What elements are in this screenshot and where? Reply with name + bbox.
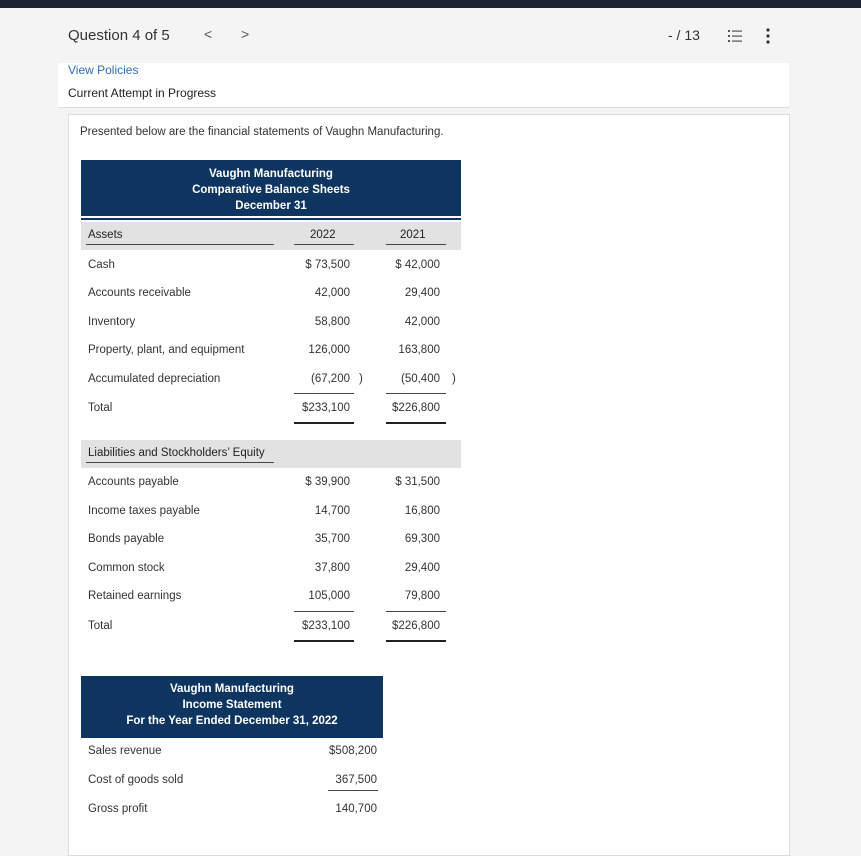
paren-2021: )	[452, 373, 456, 385]
liability-2022: 14,700	[314, 505, 350, 517]
liability-label: Accounts payable	[88, 476, 179, 488]
year-2021-header: 2021	[400, 229, 426, 241]
income-statement-company: Vaughn Manufacturing	[170, 683, 294, 695]
income-label: Sales revenue	[88, 745, 162, 757]
liability-2022: 37,800	[314, 562, 350, 574]
liabilities-header: Liabilities and Stockholders’ Equity	[88, 447, 265, 459]
asset-2022: (67,200	[310, 373, 350, 385]
year-2022-header: 2022	[310, 229, 336, 241]
liability-label: Income taxes payable	[88, 505, 200, 517]
liability-2021: 29,400	[404, 562, 440, 574]
asset-label: Inventory	[88, 316, 136, 328]
liability-2021: 69,300	[404, 533, 440, 545]
year-2021-underline	[386, 244, 446, 245]
income-statement-title: Income Statement	[182, 699, 282, 711]
total-double-underline	[386, 422, 446, 424]
asset-2022: 126,000	[308, 344, 350, 356]
score-display: - / 13	[668, 27, 700, 43]
assets-header-underline	[86, 244, 274, 245]
attempt-status: Current Attempt in Progress	[68, 86, 217, 100]
liability-2021: $ 31,500	[395, 476, 440, 488]
question-header	[0, 8, 861, 63]
more-options-icon[interactable]	[765, 28, 771, 44]
income-label: Cost of goods sold	[88, 774, 184, 786]
income-value: 140,700	[335, 803, 377, 815]
asset-total-label: Total	[88, 402, 113, 414]
total-double-underline	[294, 422, 354, 424]
assets-header: Assets	[88, 229, 123, 241]
previous-question-button[interactable]: <	[204, 26, 213, 42]
subtotal-underline	[386, 393, 446, 394]
balance-sheet-date: December 31	[235, 200, 307, 212]
liability-2022: 105,000	[308, 590, 350, 602]
balance-sheet-title: Comparative Balance Sheets	[192, 184, 350, 196]
subtotal-underline	[386, 611, 446, 612]
liability-total-2022: $233,100	[302, 620, 350, 632]
asset-2021: 29,400	[404, 287, 440, 299]
next-question-button[interactable]: >	[241, 26, 250, 42]
asset-total-2021: $226,800	[392, 402, 440, 414]
header-divider	[81, 218, 461, 220]
asset-total-2022: $233,100	[302, 402, 350, 414]
question-list-icon[interactable]	[728, 29, 742, 43]
asset-2021: (50,400	[400, 373, 440, 385]
asset-2022: 58,800	[314, 316, 350, 328]
cogs-underline	[328, 790, 378, 791]
income-label: Gross profit	[88, 803, 148, 815]
subtotal-underline	[294, 611, 354, 612]
asset-2022: 42,000	[314, 287, 350, 299]
total-double-underline	[386, 640, 446, 642]
question-intro: Presented below are the financial statements of Vaughn Manufacturing.	[80, 126, 444, 138]
liability-label: Common stock	[88, 562, 165, 574]
liability-2022: 35,700	[314, 533, 350, 545]
liability-2022: $ 39,900	[305, 476, 350, 488]
liability-total-2021: $226,800	[392, 620, 440, 632]
asset-2021: 42,000	[404, 316, 440, 328]
asset-label: Accounts receivable	[88, 287, 191, 299]
liability-label: Bonds payable	[88, 533, 165, 545]
income-value: 367,500	[335, 774, 377, 786]
liability-label: Retained earnings	[88, 590, 182, 602]
asset-label: Accumulated depreciation	[88, 373, 221, 385]
asset-2021: 163,800	[398, 344, 440, 356]
income-statement-period: For the Year Ended December 31, 2022	[126, 715, 338, 727]
subtotal-underline	[294, 393, 354, 394]
liability-total-label: Total	[88, 620, 113, 632]
liability-2021: 16,800	[404, 505, 440, 517]
asset-2022: $ 73,500	[305, 259, 350, 271]
liability-2021: 79,800	[404, 590, 440, 602]
income-value: $508,200	[329, 745, 377, 757]
balance-sheet-header	[81, 160, 461, 218]
top-bar	[0, 0, 861, 8]
paren-2022: )	[359, 373, 363, 385]
policies-panel	[58, 63, 789, 108]
question-label: Question 4 of 5	[68, 27, 170, 44]
year-2022-underline	[294, 244, 354, 245]
income-statement-header	[81, 676, 383, 738]
balance-sheet-company: Vaughn Manufacturing	[209, 168, 333, 180]
asset-label: Property, plant, and equipment	[88, 344, 245, 356]
view-policies-link[interactable]: View Policies	[68, 63, 139, 77]
asset-label: Cash	[88, 259, 115, 271]
asset-2021: $ 42,000	[395, 259, 440, 271]
liabilities-header-underline	[86, 462, 274, 463]
total-double-underline	[294, 640, 354, 642]
